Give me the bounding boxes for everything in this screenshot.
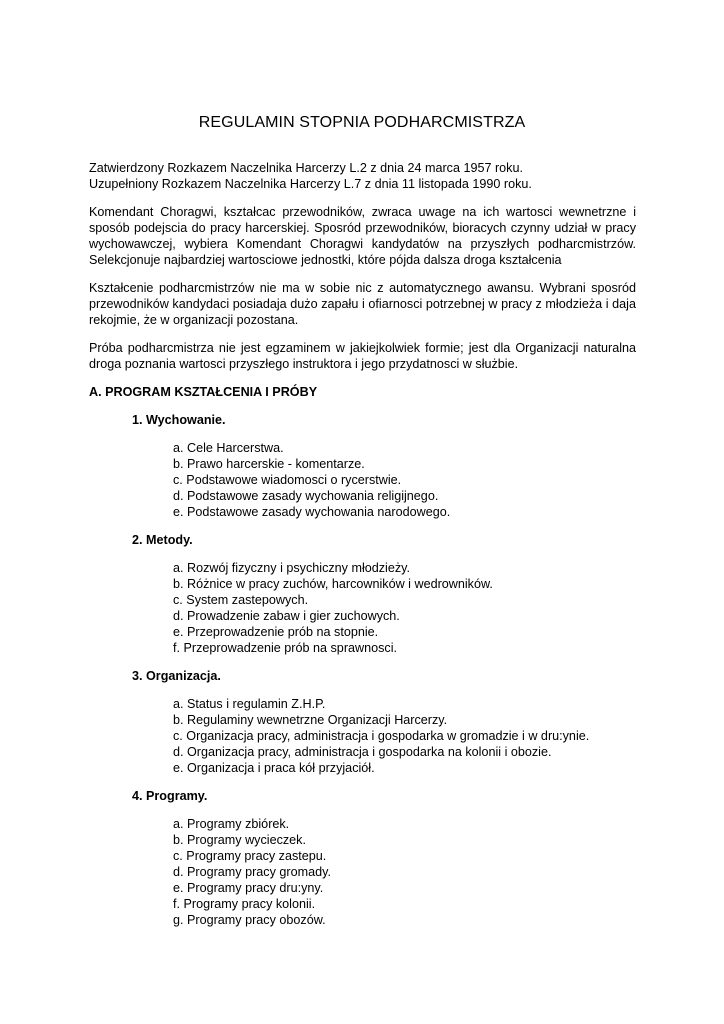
section-a-heading: A. PROGRAM KSZTAŁCENIA I PRÓBY <box>89 385 318 399</box>
list-item: a. Rozwój fizyczny i psychiczny młodzieży. <box>173 561 411 575</box>
group-heading-metody: 2. Metody. <box>132 533 193 547</box>
paragraph-trial: Próba podharcmistrza nie jest egzaminem w jakiejkolwiek formie; jest dla Organizacji naturalna droga poznania wartosci przyszłego instruktora i jego przydatnosci w służbie. <box>89 341 636 371</box>
list-item: c. Podstawowe wiadomosci o rycerstwie. <box>173 473 402 487</box>
group-list-wychowanie <box>173 440 636 520</box>
list-item: a. Status i regulamin Z.H.P. <box>173 697 326 711</box>
list-item: d. Programy pracy gromady. <box>173 865 331 879</box>
document-title: REGULAMIN STOPNIA PODHARCMISTRZA <box>198 114 526 131</box>
group-list-programy <box>173 816 636 928</box>
document-body <box>89 160 636 940</box>
approval-note <box>89 160 636 192</box>
list-item: c. Organizacja pracy, administracja i gospodarka w gromadzie i w dru:ynie. <box>173 729 590 743</box>
list-item: a. Cele Harcerstwa. <box>173 441 284 455</box>
list-item: e. Organizacja i praca kół przyjaciół. <box>173 761 375 775</box>
approval-line-2: Uzupełniony Rozkazem Naczelnika Harcerzy L.7 z dnia 11 listopada 1990 roku. <box>89 177 532 191</box>
list-item: d. Podstawowe zasady wychowania religijnego. <box>173 489 439 503</box>
list-item: f. Programy pracy kolonii. <box>173 897 316 911</box>
paragraph-commandant: Komendant Choragwi, kształcac przewodników, zwraca uwage na ich wartosci wewnetrzne i sposób podejscia do pracy harcerskiej. Sposród przewodników, bioracych czynny udział w pracy wychowawczej, wybiera Komendant Choragwi kandydatów na przyszłych podharcmistrzów. Selekcjonuje najbardziej wartosciowe jednostki, które pójda dalsza droga kształcenia <box>89 205 636 267</box>
list-item: e. Podstawowe zasady wychowania narodowego. <box>173 505 451 519</box>
group-heading-wychowanie: 1. Wychowanie. <box>132 413 226 427</box>
list-item: b. Programy wycieczek. <box>173 833 306 847</box>
group-heading-organizacja: 3. Organizacja. <box>132 669 221 683</box>
list-item: b. Prawo harcerskie - komentarze. <box>173 457 365 471</box>
list-item: f. Przeprowadzenie prób na sprawnosci. <box>173 641 398 655</box>
list-item: d. Organizacja pracy, administracja i gospodarka na kolonii i obozie. <box>173 745 552 759</box>
list-item: e. Przeprowadzenie prób na stopnie. <box>173 625 379 639</box>
group-heading-programy: 4. Programy. <box>132 789 208 803</box>
group-list-organizacja <box>173 696 636 776</box>
list-item: e. Programy pracy dru:yny. <box>173 881 324 895</box>
list-item: b. Różnice w pracy zuchów, harcowników i wedrowników. <box>173 577 493 591</box>
list-item: c. Programy pracy zastepu. <box>173 849 327 863</box>
list-item: b. Regulaminy wewnetrzne Organizacji Harcerzy. <box>173 713 448 727</box>
list-item: a. Programy zbiórek. <box>173 817 290 831</box>
group-list-metody <box>173 560 636 656</box>
list-item: d. Prowadzenie zabaw i gier zuchowych. <box>173 609 400 623</box>
list-item: g. Programy pracy obozów. <box>173 913 326 927</box>
list-item: c. System zastepowych. <box>173 593 309 607</box>
paragraph-training: Kształcenie podharcmistrzów nie ma w sobie nic z automatycznego awansu. Wybrani sposród przewodników kandydaci posiadaja dużo zapału i ofiarnosci potrzebnej w pracy z młodzieża i daja rekojmie, że w organizacji pozostana. <box>89 281 636 327</box>
approval-line-1: Zatwierdzony Rozkazem Naczelnika Harcerzy L.2 z dnia 24 marca 1957 roku. <box>89 161 523 175</box>
